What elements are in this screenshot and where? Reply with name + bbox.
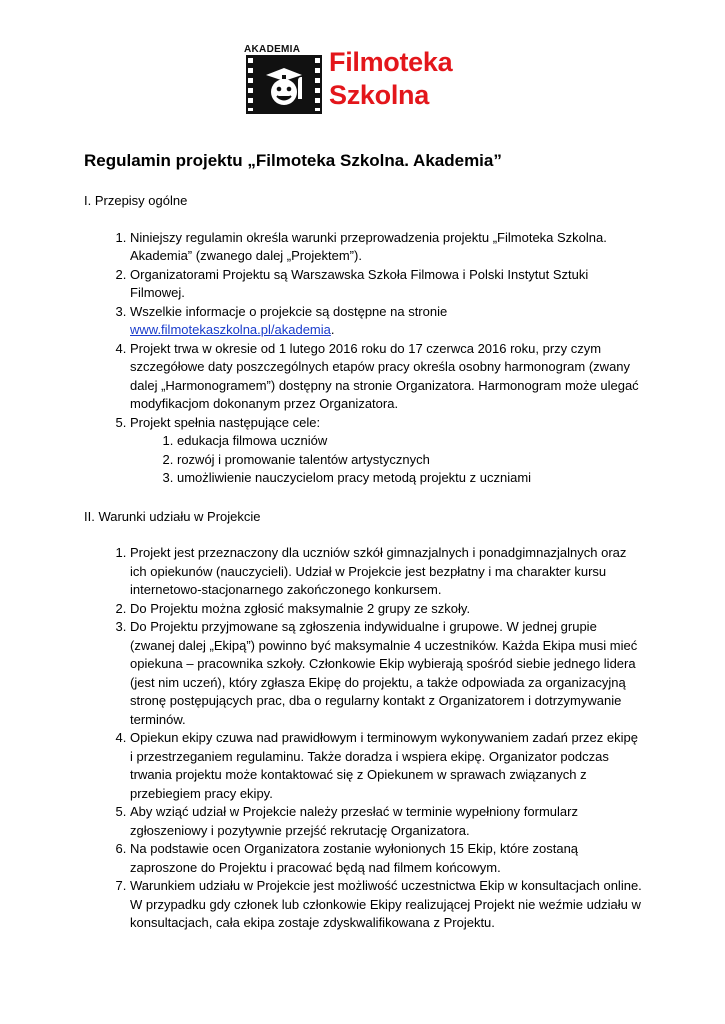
film-frame-icon [246,55,322,114]
section-2-heading: II. Warunki udziału w Projekcie [84,508,261,524]
list-item: 2. Do Projektu można zgłosić maksymalnie 2 grupy ze szkoły. [130,600,644,619]
goals-list [130,432,644,488]
section-1-list [84,229,644,488]
goal-item: 3. umożliwienie nauczycielom pracy metodą projektu z uczniami [177,469,644,488]
logo-word-filmoteka: Filmoteka [329,47,453,77]
list-item: 3. Do Projektu przyjmowane są zgłoszenia indywidualne i grupowe. W jednej grupie (zwanej dalej „Ekipą”) powinno być maksymalnie 4 uczestników. Każda Ekipa musi mieć opiekuna – pracownika szkoły. Członkowie Ekip wybierają spośród siebie jednego lidera (jest nim uczeń), który zgłasza Ekipę do projektu, a także odpowiada za organizacyjną stronę postępujących prac, dba o regularny kontakt z Organizatorem i dotrzymywanie terminów. [130,618,644,729]
section-2-list [84,544,644,933]
list-item: 2. Organizatorami Projektu są Warszawska Szkoła Filmowa i Polski Instytut Sztuki Filmowej. [130,266,644,303]
akademia-link[interactable]: www.filmotekaszkolna.pl/akademia [130,322,331,337]
list-item: 4. Projekt trwa w okresie od 1 lutego 2016 roku do 17 czerwca 2016 roku, przy czym szczegółowe daty poszczególnych etapów pracy określa osobny harmonogram (zwany dalej „Harmonogramem”) dostępny na stronie Organizatora. Harmonogram może ulegać modyfikacjom dokonanym przez Organizatora. [130,340,644,414]
logo-akademia-label: AKADEMIA [244,44,301,55]
list-item-text: Projekt spełnia następujące cele: [130,414,321,430]
link-suffix: . [330,322,335,337]
goal-item: 1. edukacja filmowa uczniów [177,432,644,451]
film-strip-left [248,58,253,111]
section-1-heading: I. Przepisy ogólne [84,193,188,208]
list-item: 1. Projekt jest przeznaczony dla uczniów szkół gimnazjalnych i ponadgimnazjalnych oraz ich opiekunów (nauczycieli). Udział w Projekcie jest bezpłatny i ma charakter kursu internetowo-stacjonarnego zakończonego konkursem. [130,544,644,600]
list-item: 4. Opiekun ekipy czuwa nad prawidłowym i terminowym wykonywaniem zadań przez ekipę i przestrzeganiem regulaminu. Także doradza i wspiera ekipę. Organizator podczas trwania projektu może kontaktować się z Opiekunem w sprawach związanych z przebiegiem pracy ekipy. [130,729,644,803]
list-item [130,303,644,340]
logo [244,44,482,116]
film-strip-right [315,58,320,111]
page-title: Regulamin projektu „Filmoteka Szkolna. Akademia” [84,151,502,170]
list-item: 6. Na podstawie ocen Organizatora zostanie wyłonionych 15 Ekip, które zostaną zaproszone do Projektu i pracować będą nad filmem końcowym. [130,840,644,877]
list-item: 1. Niniejszy regulamin określa warunki przeprowadzenia projektu „Filmoteka Szkolna. Akademia” (zwanego dalej „Projektem”). [130,229,644,266]
list-item: 5. Aby wziąć udział w Projekcie należy przesłać w terminie wypełniony formularz zgłoszeniowy i pozytywnie przejść rekrutację Organizatora. [130,803,644,840]
list-item-text: Wszelkie informacje o projekcie są dostępne na stronie [130,303,448,319]
list-item: 7. Warunkiem udziału w Projekcie jest możliwość uczestnictwa Ekip w konsultacjach online. W przypadku gdy członek lub członkowie Ekipy realizującej Projekt nie weźmie udziału w konsultacjach, cała ekipa zostaje zdyskwalifikowana z Projektu. [130,877,644,933]
logo-word-szkolna: Szkolna [329,80,429,110]
document-body [84,150,644,953]
student-face-icon [262,65,306,109]
list-item [130,414,644,488]
goal-item: 2. rozwój i promowanie talentów artystycznych [177,451,644,470]
